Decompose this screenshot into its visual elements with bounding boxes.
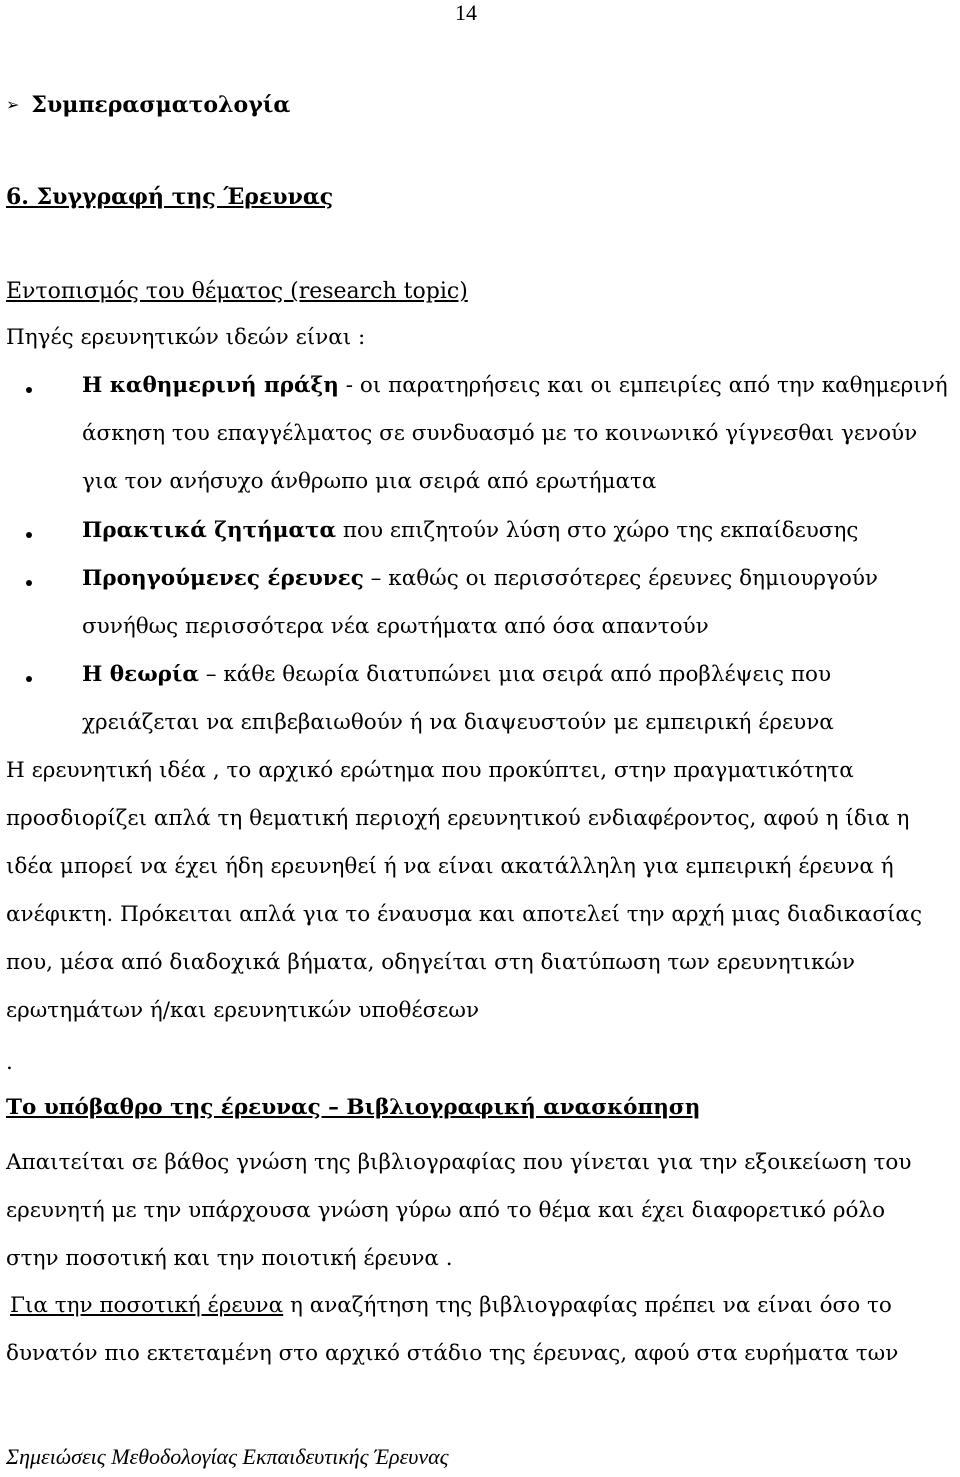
idea-paragraph-line-1: Η ερευνητική ιδέα , το αρχικό ερώτημα που προκύπτει, στην πραγματικότητα (6, 758, 854, 783)
section-heading: 6. Συγγραφή της Έρευνας (6, 184, 334, 210)
idea-paragraph-line-4: ανέφικτη. Πρόκειται απλά για το έναυσμα και αποτελεί την αρχή μιας διαδικασίας (6, 902, 922, 927)
sources-intro: Πηγές ερευνητικών ιδεών είναι : (6, 325, 366, 350)
bullet-1-line-2: άσκηση του επαγγέλματος σε συνδυασμό με το κοινωνικό γίγνεσθαι γενούν (82, 421, 918, 446)
bullet-2-bold: Πρακτικά ζητήματα (82, 518, 337, 543)
bullet-1-line-3: για τον ανήσυχο άνθρωπο μια σειρά από ερωτήματα (82, 469, 657, 494)
idea-paragraph-line-5: που, μέσα από διαδοχικά βήματα, οδηγείται στη διατύπωση των ερευνητικών (6, 950, 855, 975)
background-subheading: Το υπόβαθρο της έρευνας – Βιβλιογραφική ανασκόπηση (6, 1095, 701, 1120)
bullet-1-bold: Η καθημερινή πράξη (82, 373, 339, 398)
idea-paragraph-line-3: ιδέα μπορεί να έχει ήδη ερευνηθεί ή να είναι ακατάλληλη για εμπειρική έρευνα ή (6, 854, 894, 879)
bullet-4-line-1 (82, 662, 831, 687)
bullet-3-text: – καθώς οι περισσότερες έρευνες δημιουργούν (363, 566, 878, 591)
arrow-bullet-icon: ➢ (6, 95, 20, 114)
bullet-4-bold: Η θεωρία (82, 662, 199, 687)
background-paragraph-line-3: στην ποσοτική και την ποιοτική έρευνα . (6, 1246, 453, 1271)
background-paragraph-line-1: Απαιτείται σε βάθος γνώση της βιβλιογραφίας που γίνεται για την εξοικείωση του (6, 1150, 912, 1175)
bullet-4-text: – κάθε θεωρία διατυπώνει μια σειρά από προβλέψεις που (198, 662, 832, 687)
background-paragraph-line-2: ερευνητή με την υπάρχουσα γνώση γύρω από το θέμα και έχει διαφορετικό ρόλο (6, 1198, 886, 1223)
conclusions-heading (6, 92, 290, 118)
stray-dot: . (6, 1050, 13, 1075)
bullet-1-text: - οι παρατηρήσεις και οι εμπειρίες από την καθημερινή (338, 373, 948, 398)
conclusions-heading-text: Συμπερασματολογία (31, 92, 291, 118)
bullet-3-bold: Προηγούμενες έρευνες (82, 566, 364, 591)
quant-paragraph-line-1 (10, 1293, 892, 1318)
bullet-3-line-1 (82, 566, 878, 591)
bullet-4-line-2: χρειάζεται να επιβεβαιωθούν ή να διαψευστούν με εμπειρική έρευνα (82, 710, 834, 735)
bullet-dot-icon (26, 580, 32, 586)
bullet-dot-icon (26, 387, 32, 393)
bullet-2-text: που επιζητούν λύση στο χώρο της εκπαίδευσης (336, 518, 859, 543)
page-footer: Σημειώσεις Μεθοδολογίας Εκπαιδευτικής Έρευνας (6, 1444, 449, 1469)
bullet-dot-icon (26, 532, 32, 538)
idea-paragraph-line-2: προσδιορίζει απλά τη θεματική περιοχή ερευνητικού ενδιαφέροντος, αφού η ίδια η (6, 806, 910, 831)
topic-subheading: Εντοπισμός του θέματος (research topic) (6, 279, 468, 304)
page-number: 14 (455, 0, 477, 25)
quant-text: η αναζήτηση της βιβλιογραφίας πρέπει να είναι όσο το (283, 1293, 892, 1318)
bullet-2-line-1 (82, 518, 858, 543)
idea-paragraph-line-6: ερωτημάτων ή/και ερευνητικών υποθέσεων (6, 998, 480, 1023)
quant-underlined: Για την ποσοτική έρευνα (10, 1293, 284, 1318)
quant-paragraph-line-2: δυνατόν πιο εκτεταμένη στο αρχικό στάδιο της έρευνας, αφού στα ευρήματα των (6, 1341, 899, 1366)
bullet-dot-icon (26, 676, 32, 682)
bullet-1-line-1 (82, 373, 948, 398)
bullet-3-line-2: συνήθως περισσότερα νέα ερωτήματα από όσα απαντούν (82, 614, 709, 639)
